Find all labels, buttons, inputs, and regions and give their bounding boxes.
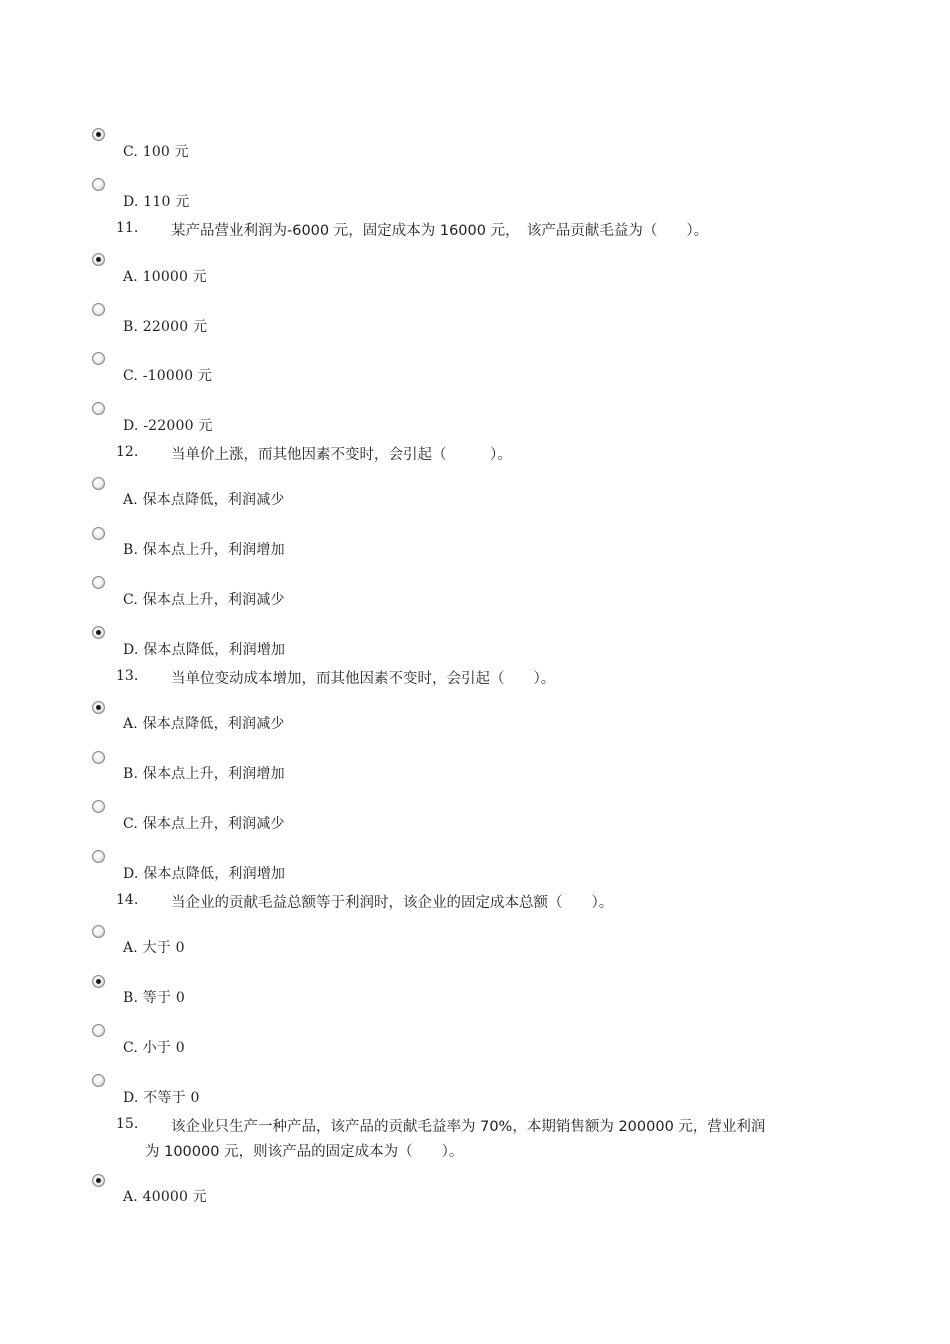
q11-option-c-radio[interactable]	[92, 352, 105, 365]
q11-option-d-label: D. -22000 元	[123, 418, 213, 434]
q13-option-d-radio[interactable]	[92, 850, 105, 863]
q14-option-d-radio[interactable]	[92, 1074, 105, 1087]
q12-option-b-label: B. 保本点上升，利润增加	[123, 542, 285, 558]
q14-option-d-label: D. 不等于 0	[123, 1090, 200, 1106]
q12-number: 12.	[116, 444, 139, 460]
q13-number: 13.	[116, 668, 139, 684]
q14-option-b-label: B. 等于 0	[123, 990, 185, 1006]
q11-option-c-label: C. -10000 元	[123, 368, 213, 384]
q12-option-b-radio[interactable]	[92, 527, 105, 540]
q12-option-a-radio[interactable]	[92, 477, 105, 490]
q13-option-c-radio[interactable]	[92, 800, 105, 813]
q14-option-c-radio[interactable]	[92, 1024, 105, 1037]
q14-option-c-label: C. 小于 0	[123, 1040, 185, 1056]
q12-option-a-label: A. 保本点降低，利润减少	[123, 492, 285, 508]
q11-option-b-radio[interactable]	[92, 303, 105, 316]
q12-option-c-radio[interactable]	[92, 576, 105, 589]
q12-option-c-label: C. 保本点上升，利润减少	[123, 592, 285, 608]
q12-text: 当单价上涨，而其他因素不变时，会引起（ ）。	[171, 447, 512, 463]
q13-option-a-label: A. 保本点降低，利润减少	[123, 716, 285, 732]
q15-text-line1: 该企业只生产一种产品，该产品的贡献毛益率为 70%，本期销售额为 200000 元，营业利润	[171, 1119, 766, 1135]
q11-option-a-label: A. 10000 元	[123, 269, 207, 285]
q13-option-a-radio[interactable]	[92, 701, 105, 714]
q10-option-d-radio[interactable]	[92, 178, 105, 191]
q14-option-a-label: A. 大于 0	[123, 940, 185, 956]
q15-option-a-radio[interactable]	[92, 1174, 105, 1187]
q12-option-d-radio[interactable]	[92, 626, 105, 639]
q13-text: 当单位变动成本增加，而其他因素不变时，会引起（ ）。	[171, 671, 556, 687]
q14-option-b-radio[interactable]	[92, 975, 105, 988]
q11-option-d-radio[interactable]	[92, 402, 105, 415]
q15-text-line2: 为 100000 元，则该产品的固定成本为（ ）。	[145, 1144, 464, 1160]
q11-option-a-radio[interactable]	[92, 253, 105, 266]
q14-number: 14.	[116, 892, 139, 908]
q12-option-d-label: D. 保本点降低，利润增加	[123, 642, 286, 658]
q13-option-b-radio[interactable]	[92, 751, 105, 764]
q11-option-b-label: B. 22000 元	[123, 319, 208, 335]
q11-number: 11.	[116, 220, 139, 236]
q14-text: 当企业的贡献毛益总额等于利润时，该企业的固定成本总额（ ）。	[171, 895, 614, 911]
q15-option-a-label: A. 40000 元	[123, 1189, 207, 1205]
q10-option-d-label: D. 110 元	[123, 194, 190, 210]
q10-option-c-label: C. 100 元	[123, 144, 189, 160]
q15-number: 15.	[116, 1116, 139, 1132]
q13-option-d-label: D. 保本点降低，利润增加	[123, 866, 286, 882]
q11-text: 某产品营业利润为-6000 元，固定成本为 16000 元， 该产品贡献毛益为（ ）。	[171, 223, 709, 239]
q13-option-c-label: C. 保本点上升，利润减少	[123, 816, 285, 832]
q13-option-b-label: B. 保本点上升，利润增加	[123, 766, 285, 782]
q10-option-c-radio[interactable]	[92, 128, 105, 141]
q14-option-a-radio[interactable]	[92, 925, 105, 938]
